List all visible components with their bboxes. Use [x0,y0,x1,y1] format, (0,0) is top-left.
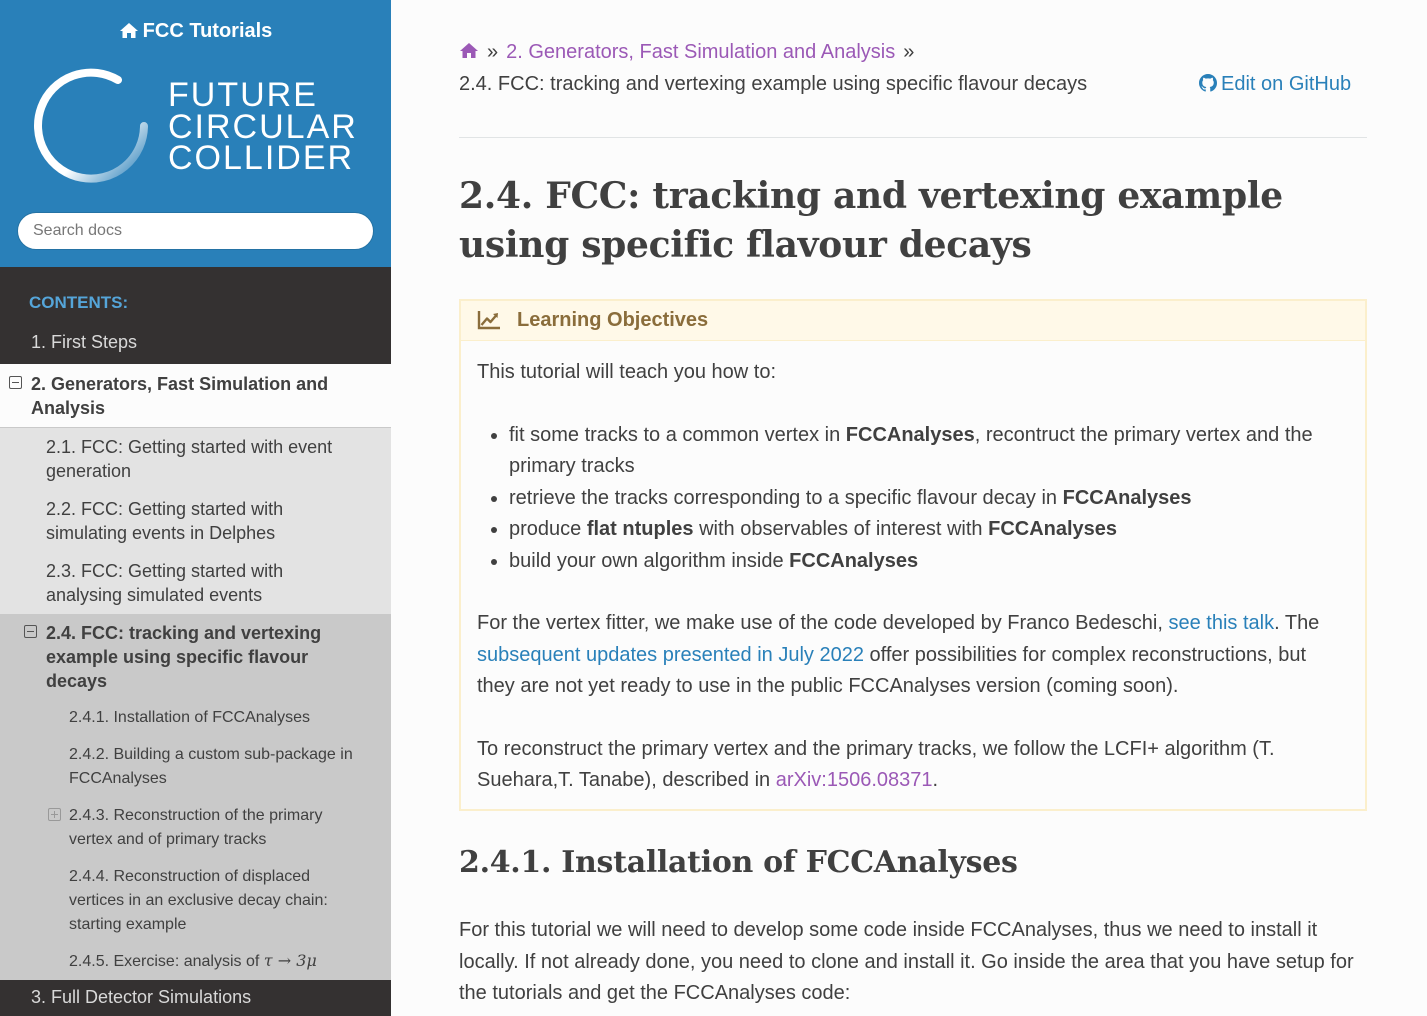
objectives-intro: This tutorial will teach you how to: [477,361,777,383]
lcfi-paragraph: To reconstruct the primary vertex and the primary tracks, we follow the LCFI+ algorithm (T. Suehara,T. Tanabe), described in arXiv:1506.08371. [477,737,1275,791]
breadcrumb [459,36,1219,100]
home-link[interactable] [0,20,391,43]
edit-on-github-label: Edit on GitHub [1221,73,1352,95]
nav-2-2[interactable]: 2.2. FCC: Getting started with simulating events in Delphes [0,490,391,552]
nav-first-steps[interactable]: 1. First Steps [31,332,138,352]
list-item: • produce flat ntuples with observables of interest with FCCAnalyses [509,514,1349,546]
see-this-talk-link[interactable]: see this talk [1168,612,1275,634]
logo-line-2: CIRCULAR [168,108,358,146]
nav-2-4-3-label: 2.4.3. Reconstruction of the primary vertex and of primary tracks [69,807,323,848]
learning-objectives-box [459,299,1367,811]
edit-on-github-link[interactable] [1199,73,1351,96]
updates-july-2022-link[interactable]: subsequent updates presented in July 2022 [477,643,864,666]
list-item: • fit some tracks to a common vertex in FCCAnalyses, recontruct the primary vertex and the primary tracks [509,420,1349,483]
nav-generators-label: 2. Generators, Fast Simulation and Analysis [31,374,329,418]
home-label: FCC Tutorials [142,20,273,42]
expand-icon[interactable] [48,808,61,821]
admonition-body [461,341,1365,797]
logo-line-1: FUTURE [168,76,318,114]
main-content [391,0,1427,1016]
objectives-list [509,420,1349,578]
nav-2-3[interactable]: 2.3. FCC: Getting started with analysing simulated events [0,552,391,614]
breadcrumb-home[interactable] [459,41,479,63]
sidebar-header [0,0,391,267]
nav-2-4-5-label: 2.4.5. Exercise: analysis of [69,953,264,970]
header-divider [459,137,1367,138]
list-item: • retrieve the tracks corresponding to a specific flavour decay in FCCAnalyses [509,483,1349,515]
home-icon [459,42,479,59]
arxiv-link[interactable]: arXiv:1506.08371 [775,769,933,791]
contents-caption: CONTENTS: [29,293,129,312]
nav-2-4-5[interactable] [0,944,391,980]
nav-2-4-4[interactable]: 2.4.4. Reconstruction of displaced vertices in an exclusive decay chain: starting example [0,860,391,944]
admonition-title-text: Learning Objectives [517,309,709,331]
collapse-icon[interactable] [24,625,37,638]
installation-paragraph: For this tutorial we will need to develop some code inside FCCAnalyses, thus we need to install it locally. If not already done, you need to clone and install it. Go inside the area that you have setup for the tutorials and get the FCCAnalyses code: [459,919,1354,1004]
nav-2-1[interactable]: 2.1. FCC: Getting started with event generation [0,428,391,490]
nav-2-4-3[interactable] [0,798,391,860]
github-icon [1199,74,1217,92]
breadcrumb-separator: » [487,41,499,63]
search-input[interactable] [17,212,374,250]
nav-2-4-2[interactable]: 2.4.2. Building a custom sub-package in FCCAnalyses [0,736,391,798]
nav-generators[interactable] [0,364,391,428]
nav-full-detector[interactable]: 3. Full Detector Simulations [31,987,252,1007]
fcc-logo[interactable] [30,66,360,193]
admonition-title [461,301,1365,341]
sidebar [0,0,391,1016]
nav-2-4[interactable] [0,614,391,700]
collapse-icon[interactable] [9,376,22,389]
home-icon [119,22,139,39]
breadcrumb-current: 2.4. FCC: tracking and vertexing example using specific flavour decays [459,73,1088,95]
line-chart-icon [477,310,501,330]
nav-2-4-1[interactable]: 2.4.1. Installation of FCCAnalyses [0,700,391,736]
breadcrumb-parent[interactable]: 2. Generators, Fast Simulation and Analysis [506,41,896,63]
breadcrumb-separator: » [903,41,915,63]
section-title-installation: 2.4.1. Installation of FCCAnalyses [459,845,1018,880]
logo-ring-icon [38,73,144,179]
nav-2-4-label: 2.4. FCC: tracking and vertexing example using specific flavour decays [46,623,322,691]
logo-line-3: COLLIDER [168,139,355,177]
nav-2-4-5-math: τ → 3μ [263,951,317,970]
vertex-fitter-paragraph: For the vertex fitter, we make use of the code developed by Franco Bedeschi, see this talk. The subsequent updates presented in July 2022 offer possibilities for complex reconstructions, but they are not yet ready to use in the public FCCAnalyses version (coming soon). [477,612,1320,697]
page-title: 2.4. FCC: tracking and vertexing example using specific flavour decays [459,175,1283,266]
list-item: • build your own algorithm inside FCCAnalyses [509,546,1349,578]
